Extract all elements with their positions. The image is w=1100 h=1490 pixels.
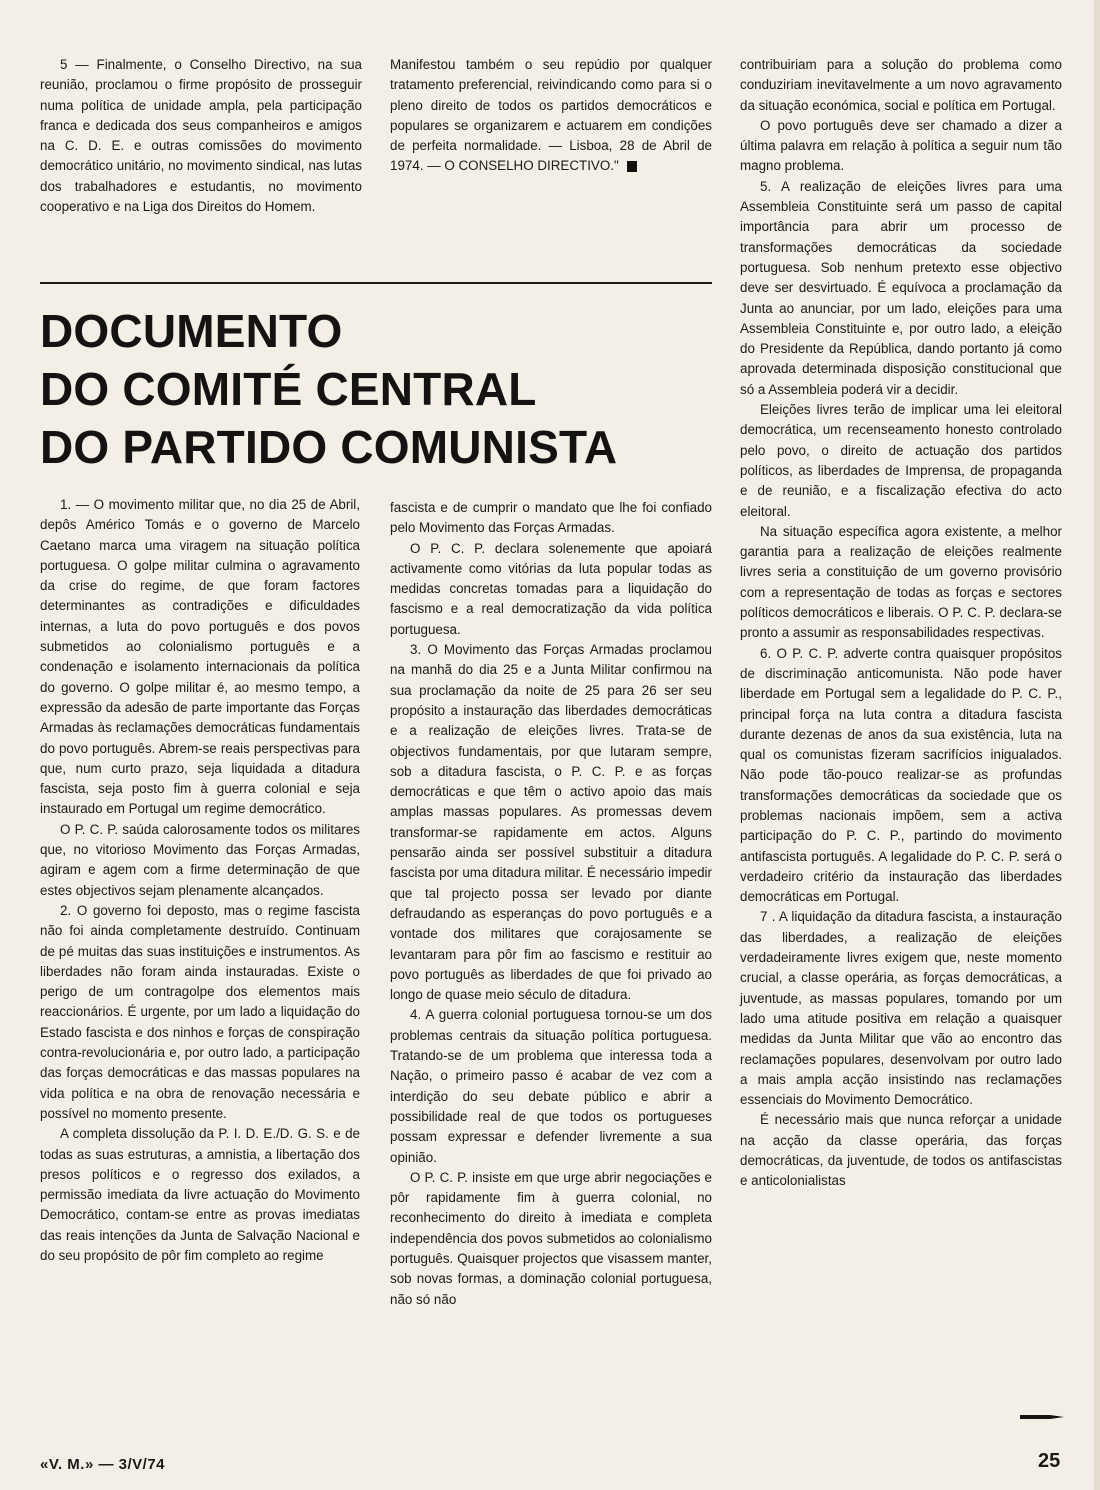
- article-column-3: [740, 55, 1062, 1192]
- article-column-2: [390, 498, 712, 1310]
- paragraph: 2. O governo foi deposto, mas o regime fascista não foi ainda completamente destruído. Continuam de pé muitas das suas instituições e instrumentos. As liberdades não foram ainda instauradas. Existe o perigo de um contragolpe dos elementos mais reaccionários. É urgente, por um lado a liquidação do Estado fascista e dos ninhos e forças de conspiração contra-revolucionária e, por outro lado, a participação das forças democráticas e das massas populares na vida política e na obra de renovação necessária e possível no momento presente.: [40, 902, 360, 1121]
- paragraph-text: Manifestou também o seu repúdio por qualquer tratamento preferencial, reivindicando como para si o pleno direito de todos os partidos democráticos e populares se organizarem e actuarem em condições de perfeita normalidade. — Lisboa, 28 de Abril de 1974. — O CONSELHO DIRECTIVO.": [390, 57, 712, 174]
- paragraph: O P. C. P. declara solenemente que apoiará activamente como vitórias da luta popular todas as medidas concretas tomadas para a liquidação do fascismo e a real democratização da vida política portuguesa.: [390, 540, 712, 637]
- page-number: 25: [1038, 1450, 1061, 1472]
- continued-arrow-icon: [1020, 1412, 1064, 1422]
- headline-line-3: DO PARTIDO COMUNISTA: [40, 421, 618, 473]
- paragraph: 7 . A liquidação da ditadura fascista, a instauração das liberdades, a realização de eleições verdadeiramente livres exigem que, neste momento crucial, a classe operária, as forças democráticas, a juventude, as massas populares, tomando por um lado uma atitude positiva em relação a quaisquer medidas da Junta Militar que vão ao encontro das reclamações populares, desenvolvam por outro lado a mais ampla acção insistindo nas reclamações essenciais do Movimento Democrático.: [740, 909, 1062, 1108]
- top-column-2: [390, 55, 712, 177]
- paragraph: É necessário mais que nunca reforçar a unidade na acção da classe operária, das forças democráticas, da juventude, de todos os antifascistas e anticolonialistas: [740, 1112, 1062, 1189]
- paragraph: fascista e de cumprir o mandato que lhe foi confiado pelo Movimento das Forças Armadas.: [390, 500, 712, 536]
- paragraph: 4. A guerra colonial portuguesa tornou-se um dos problemas centrais da situação política portuguesa. Tratando-se de um problema que interessa toda a Nação, o primeiro passo é acabar de vez com a interdição do seu debate público e abrir a possibilidade real de que todos os portugueses possam expressar e defender livremente a sua opinião.: [390, 1007, 712, 1165]
- paragraph: 1. — O movimento militar que, no dia 25 de Abril, depôs Américo Tomás e o governo de Marcelo Caetano marca uma viragem na situação política portuguesa. O golpe militar culmina o agravamento da crise do regime, de que foram factores determinantes as contradições e dificuldades internas, a luta do povo português e dos povos submetidos ao colonialismo português e a condenação e isolamento internacionais da política do governo. O golpe militar é, ao mesmo tempo, a expressão da adesão de parte importante das Forças Armadas às reclamações democráticas fundamentais do povo português. Abrem-se reais perspectivas para que, num curto prazo, seja liquidada a ditadura fascista, seja posto fim à guerra colonial e seja instaurado em Portugal um regime democrático.: [40, 497, 360, 817]
- end-of-article-mark: [627, 161, 637, 172]
- paragraph: 3. O Movimento das Forças Armadas proclamou na manhã do dia 25 e a Junta Militar confirmou na sua proclamação da noite de 25 para 26 ser seu propósito a instauração das liberdades democráticas e a realização de eleições livres. Trata-se de objectivos fundamentais, por que lutaram sempre, sob a ditadura fascista, o P. C. P. e as forças democráticas e que têm o activo apoio das mais amplas massas populares. As promessas devem transformar-se rapidamente em actos. Alguns pensarão ainda ser possível substituir a ditadura fascista por uma ditadura militar. É necessário impedir que tal projecto possa ser levado por diante defraudando as esperanças do povo português e a vontade dos militares que corajosamente se levantaram para pôr fim ao fascismo e restituir ao povo português as liberdades de que foi privado ao longo de quase meio século de ditadura.: [390, 642, 712, 1003]
- page-edge-shadow: [1094, 0, 1100, 1490]
- headline-line-1: DOCUMENTO: [40, 305, 343, 357]
- paragraph: 5 — Finalmente, o Conselho Directivo, na sua reunião, proclamou o firme propósito de prosseguir numa política de unidade ampla, pela participação franca e dedicada dos seus companheiros e amigos na C. D. E. e outras comissões do movimento democrático unitário, no movimento sindical, nas lutas dos trabalhadores e estudantis, no movimento cooperativo e na Liga dos Direitos do Homem.: [40, 57, 362, 215]
- headline: [40, 302, 720, 476]
- paragraph: O P. C. P. saúda calorosamente todos os militares que, no vitorioso Movimento das Forças Armadas, agiram e agem com a firme determinação de que estes objectivos sejam plenamente alcançados.: [40, 821, 360, 898]
- paragraph: contribuiriam para a solução do problema como conduziriam inevitavelmente a um novo agravamento da situação económica, social e política em Portugal.: [740, 57, 1062, 113]
- section-divider: [40, 282, 712, 284]
- paragraph: Na situação específica agora existente, a melhor garantia para a realização de eleições realmente livres seria a constituição de um governo provisório com a representação de todas as forças e sectores políticos democráticos e liberais. O P. C. P. declara-se pronto a assumir as responsabilidades respectivas.: [740, 523, 1062, 641]
- top-column-1: [40, 55, 362, 217]
- article-column-1: [40, 495, 360, 1266]
- paragraph: Eleições livres terão de implicar uma lei eleitoral democrática, um recenseamento honesto controlado pelo povo, o direito de actuação dos partidos políticos, as liberdades de Imprensa, de propaganda e de reunião, e a fiscalização efectiva do acto eleitoral.: [740, 402, 1062, 519]
- paragraph: O povo português deve ser chamado a dizer a última palavra em relação à política a seguir num tão magno problema.: [740, 117, 1062, 174]
- paragraph: O P. C. P. insiste em que urge abrir negociações e pôr rapidamente fim à guerra colonial, no reconhecimento do direito à imediata e completa independência dos povos submetidos ao colonialismo português. Quaisquer projectos que visassem manter, sob novas formas, a dominação colonial portuguesa, não só não: [390, 1169, 712, 1307]
- publication-footer: «V. M.» — 3/V/74: [40, 1456, 166, 1473]
- paragraph: A completa dissolução da P. I. D. E./D. G. S. e de todas as suas estruturas, a amnistia, a libertação dos presos políticos e o regresso dos exilados, a permissão imediata da livre actuação do Movimento Democrático, contam-se entre as provas imediatas das reais intenções da Junta de Salvação Nacional e do seu propósito de pôr fim completo ao regime: [40, 1126, 360, 1263]
- paragraph: 6. O P. C. P. adverte contra quaisquer propósitos de discriminação anticomunista. Não pode haver liberdade em Portugal sem a legalidade do P. C. P., principal força na luta contra a ditadura fascista durante dezenas de anos da sua existência, luta na qual os comunistas fizeram sacrifícios inigualados. Não pode tão-pouco realizar-se as profundas transformações democráticas da sociedade que os problemas nacionais impõem, sem a activa participação do P. C. P., partindo do movimento antifascista português. A legalidade do P. C. P. será o verdadeiro critério da instauração das liberdades democráticas em Portugal.: [740, 645, 1062, 905]
- paragraph: 5. A realização de eleições livres para uma Assembleia Constituinte será um passo de capital importância para abrir um processo de transformações democráticas da sociedade portuguesa. Sob nenhum pretexto esse objectivo deve ser desvirtuado. É equívoca a proclamação da Junta ao anunciar, por um lado, eleições para uma Assembleia Constituinte e, por outro lado, a eleição do Presidente da República, dando portanto já como aprovada determinada disposição constitucional que só a Assembleia poderá vir a decidir.: [740, 178, 1062, 397]
- headline-line-2: DO COMITÉ CENTRAL: [40, 363, 537, 415]
- paragraph: [390, 55, 712, 177]
